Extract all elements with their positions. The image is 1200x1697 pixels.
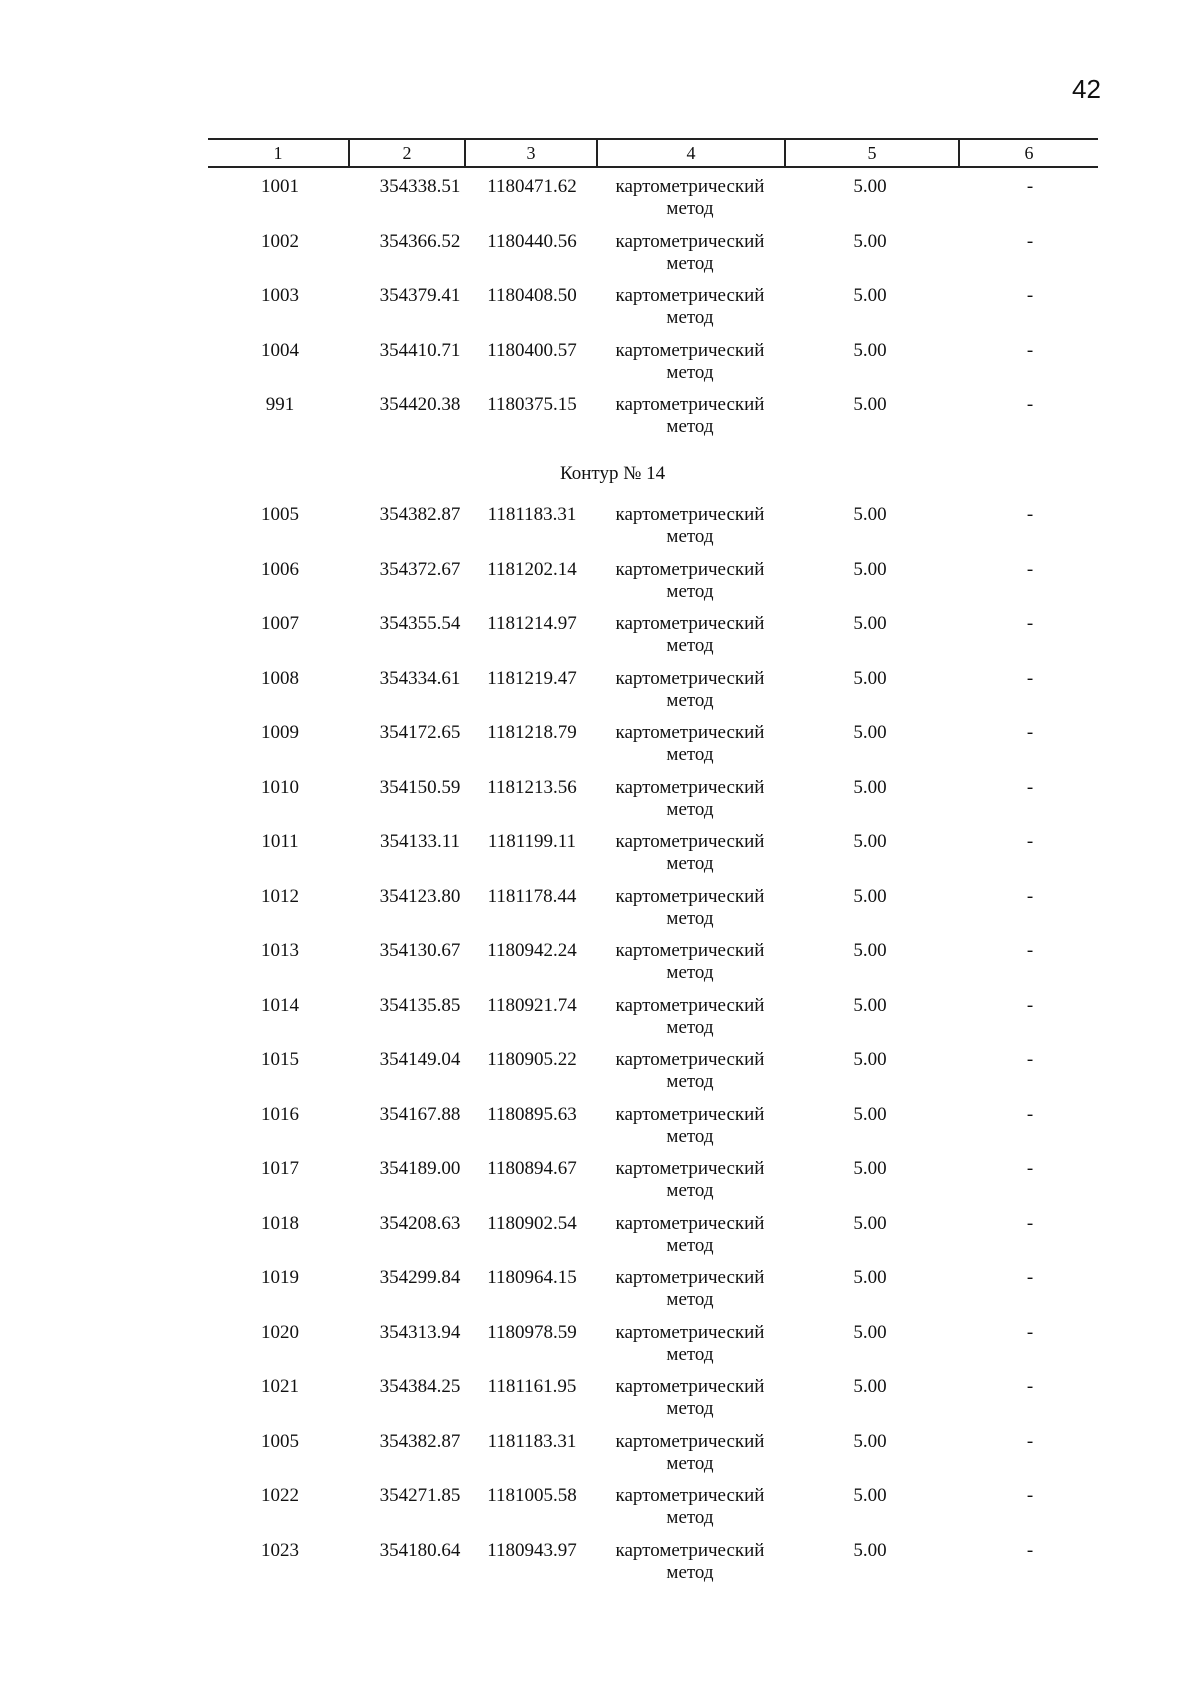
table-row [0, 886, 1200, 938]
coordinate-x: 354355.54 [379, 613, 461, 634]
point-number: 1004 [261, 339, 299, 361]
table-row [0, 1158, 1200, 1210]
coordinate-x: 354133.11 [379, 831, 461, 852]
coordinate-x: 354338.51 [379, 176, 461, 197]
accuracy-value: 5.00 [853, 1430, 887, 1452]
header-col-6: 6 [1024, 143, 1034, 163]
table-row [0, 1485, 1200, 1537]
method-cell [596, 831, 784, 875]
column-6-value: - [1026, 1321, 1034, 1343]
column-6-value: - [1026, 339, 1034, 361]
method-line-2: метод [666, 744, 714, 765]
table-row [0, 285, 1200, 337]
method-cell [596, 1376, 784, 1420]
coordinate-x: 354299.84 [379, 1267, 461, 1288]
method-line-2: метод [666, 1180, 714, 1201]
coordinate-y: 1180942.24 [487, 940, 577, 961]
table-row [0, 777, 1200, 829]
coordinate-x: 354208.63 [379, 1212, 461, 1234]
accuracy-value: 5.00 [853, 1485, 887, 1506]
column-6-value: - [1026, 1212, 1034, 1234]
point-number: 1010 [261, 776, 299, 798]
method-cell [596, 886, 784, 930]
method-line-1: картометрический [615, 613, 765, 634]
coordinate-x: 354382.87 [379, 504, 461, 525]
coordinate-x: 354382.87 [379, 1430, 461, 1452]
coordinate-x: 354130.67 [379, 940, 461, 961]
method-line-1: картометрический [615, 1267, 765, 1288]
point-number: 1023 [261, 1539, 299, 1561]
method-line-2: метод [666, 798, 714, 820]
accuracy-value: 5.00 [853, 613, 887, 634]
table-row [0, 340, 1200, 392]
table-header [208, 138, 1098, 168]
table-row [0, 940, 1200, 992]
point-number: 1019 [261, 1267, 299, 1288]
coordinate-x: 354366.52 [379, 230, 461, 252]
coordinate-y: 1181199.11 [487, 831, 577, 852]
method-cell [596, 559, 784, 603]
coordinate-y: 1180964.15 [487, 1267, 577, 1288]
accuracy-value: 5.00 [853, 1103, 887, 1125]
column-6-value: - [1026, 1376, 1034, 1397]
table-row [0, 613, 1200, 665]
header-col-1: 1 [273, 143, 283, 163]
method-line-1: картометрический [615, 1103, 765, 1125]
method-cell [596, 1540, 784, 1584]
column-6-value: - [1026, 1103, 1034, 1125]
point-number: 1011 [261, 831, 299, 852]
point-number: 1018 [261, 1212, 299, 1234]
method-line-2: метод [666, 1561, 714, 1583]
method-cell [596, 668, 784, 712]
method-cell [596, 1049, 784, 1093]
header-col-4: 4 [686, 143, 696, 163]
coordinate-y: 1181183.31 [487, 1430, 577, 1452]
coordinate-y: 1180440.56 [487, 230, 577, 252]
table-row [0, 668, 1200, 720]
method-cell [596, 231, 784, 275]
coordinate-y: 1180471.62 [487, 176, 577, 197]
coordinate-y: 1181219.47 [487, 667, 577, 689]
method-line-2: метод [666, 252, 714, 274]
coordinate-y: 1181202.14 [487, 558, 577, 580]
coordinate-x: 354379.41 [379, 285, 461, 306]
point-number: 1005 [261, 504, 299, 525]
coordinate-x: 354135.85 [379, 994, 461, 1016]
table-row [0, 394, 1200, 446]
table-row [0, 231, 1200, 283]
method-line-2: метод [666, 1289, 714, 1310]
accuracy-value: 5.00 [853, 722, 887, 743]
method-cell [596, 995, 784, 1039]
coordinate-x: 354172.65 [379, 722, 461, 743]
method-line-1: картометрический [615, 940, 765, 961]
method-cell [596, 1213, 784, 1257]
method-cell [596, 504, 784, 548]
accuracy-value: 5.00 [853, 176, 887, 197]
method-cell [596, 1267, 784, 1311]
method-cell [596, 1104, 784, 1148]
accuracy-value: 5.00 [853, 394, 887, 415]
method-line-1: картометрический [615, 885, 765, 907]
table-row [0, 1104, 1200, 1156]
method-line-2: метод [666, 1343, 714, 1365]
point-number: 1005 [261, 1430, 299, 1452]
accuracy-value: 5.00 [853, 339, 887, 361]
method-cell [596, 340, 784, 384]
column-6-value: - [1026, 558, 1034, 580]
accuracy-value: 5.00 [853, 1158, 887, 1179]
accuracy-value: 5.00 [853, 994, 887, 1016]
point-number: 1014 [261, 994, 299, 1016]
coordinate-y: 1181178.44 [487, 885, 577, 907]
column-6-value: - [1026, 1485, 1034, 1506]
column-6-value: - [1026, 1158, 1034, 1179]
method-line-2: метод [666, 307, 714, 328]
table-row [0, 1540, 1200, 1592]
column-6-value: - [1026, 230, 1034, 252]
coordinate-y: 1181214.97 [487, 613, 577, 634]
coordinate-x: 354384.25 [379, 1376, 461, 1397]
point-number: 1002 [261, 230, 299, 252]
method-line-1: картометрический [615, 776, 765, 798]
method-line-1: картометрический [615, 994, 765, 1016]
coordinate-y: 1180902.54 [487, 1212, 577, 1234]
method-line-1: картометрический [615, 1321, 765, 1343]
method-line-1: картометрический [615, 339, 765, 361]
header-col-3: 3 [526, 143, 536, 163]
column-6-value: - [1026, 885, 1034, 907]
point-number: 1007 [261, 613, 299, 634]
coordinate-x: 354189.00 [379, 1158, 461, 1179]
accuracy-value: 5.00 [853, 558, 887, 580]
table-row [0, 1376, 1200, 1428]
point-number: 1006 [261, 558, 299, 580]
method-line-1: картометрический [615, 667, 765, 689]
method-line-2: метод [666, 361, 714, 383]
coordinate-x: 354372.67 [379, 558, 461, 580]
method-line-2: метод [666, 1507, 714, 1528]
coordinate-x: 354149.04 [379, 1049, 461, 1070]
method-cell [596, 613, 784, 657]
method-line-2: метод [666, 635, 714, 656]
column-6-value: - [1026, 504, 1034, 525]
page-number: 42 [1072, 74, 1101, 104]
table-row [0, 995, 1200, 1047]
column-6-value: - [1026, 176, 1034, 197]
coordinate-y: 1180895.63 [487, 1103, 577, 1125]
method-line-1: картометрический [615, 1049, 765, 1070]
coordinate-x: 354410.71 [379, 339, 461, 361]
method-line-2: метод [666, 1234, 714, 1256]
coordinate-x: 354420.38 [379, 394, 461, 415]
table-row [0, 1267, 1200, 1319]
accuracy-value: 5.00 [853, 667, 887, 689]
method-line-1: картометрический [615, 831, 765, 852]
method-line-1: картометрический [615, 1485, 765, 1506]
method-line-1: картометрический [615, 1158, 765, 1179]
coordinate-x: 354167.88 [379, 1103, 461, 1125]
method-cell [596, 176, 784, 220]
accuracy-value: 5.00 [853, 831, 887, 852]
table-row [0, 1213, 1200, 1265]
table-row [0, 1049, 1200, 1101]
method-cell [596, 1158, 784, 1202]
accuracy-value: 5.00 [853, 776, 887, 798]
method-cell [596, 722, 784, 766]
coordinate-x: 354123.80 [379, 885, 461, 907]
coordinate-y: 1180375.15 [487, 394, 577, 415]
accuracy-value: 5.00 [853, 1267, 887, 1288]
point-number: 1001 [261, 176, 299, 197]
point-number: 1009 [261, 722, 299, 743]
coordinate-x: 354180.64 [379, 1539, 461, 1561]
column-6-value: - [1026, 831, 1034, 852]
column-6-value: - [1026, 1049, 1034, 1070]
accuracy-value: 5.00 [853, 1212, 887, 1234]
column-6-value: - [1026, 613, 1034, 634]
coordinate-x: 354334.61 [379, 667, 461, 689]
accuracy-value: 5.00 [853, 885, 887, 907]
method-line-2: метод [666, 198, 714, 219]
method-line-2: метод [666, 1398, 714, 1419]
header-col-5: 5 [867, 143, 877, 163]
coordinate-y: 1180978.59 [487, 1321, 577, 1343]
column-6-value: - [1026, 776, 1034, 798]
method-line-2: метод [666, 1125, 714, 1147]
point-number: 1003 [261, 285, 299, 306]
point-number: 1013 [261, 940, 299, 961]
method-cell [596, 1322, 784, 1366]
accuracy-value: 5.00 [853, 1539, 887, 1561]
accuracy-value: 5.00 [853, 230, 887, 252]
column-6-value: - [1026, 667, 1034, 689]
table-row [0, 722, 1200, 774]
column-6-value: - [1026, 1539, 1034, 1561]
point-number: 1012 [261, 885, 299, 907]
point-number: 1016 [261, 1103, 299, 1125]
table-row [0, 1431, 1200, 1483]
section-title: Контур № 14 [560, 463, 666, 484]
coordinate-y: 1180943.97 [487, 1539, 577, 1561]
method-line-2: метод [666, 853, 714, 874]
method-line-2: метод [666, 907, 714, 929]
method-cell [596, 285, 784, 329]
table-row [0, 831, 1200, 883]
method-line-1: картометрический [615, 176, 765, 197]
coordinate-y: 1181183.31 [487, 504, 577, 525]
point-number: 1008 [261, 667, 299, 689]
table-row [0, 559, 1200, 611]
method-line-1: картометрический [615, 394, 765, 415]
coordinate-y: 1181005.58 [487, 1485, 577, 1506]
method-line-2: метод [666, 962, 714, 983]
coordinate-y: 1180905.22 [487, 1049, 577, 1070]
point-number: 991 [265, 394, 295, 415]
table-row [0, 504, 1200, 556]
method-cell [596, 394, 784, 438]
method-cell [596, 777, 784, 821]
method-line-1: картометрический [615, 558, 765, 580]
method-line-2: метод [666, 689, 714, 711]
method-line-1: картометрический [615, 1376, 765, 1397]
coordinate-y: 1180894.67 [487, 1158, 577, 1179]
method-line-1: картометрический [615, 230, 765, 252]
table-row [0, 176, 1200, 228]
method-line-2: метод [666, 1071, 714, 1092]
column-6-value: - [1026, 994, 1034, 1016]
method-line-1: картометрический [615, 285, 765, 306]
column-6-value: - [1026, 940, 1034, 961]
point-number: 1017 [261, 1158, 299, 1179]
column-6-value: - [1026, 394, 1034, 415]
method-line-2: метод [666, 1016, 714, 1038]
column-6-value: - [1026, 722, 1034, 743]
coordinate-y: 1180408.50 [487, 285, 577, 306]
method-line-1: картометрический [615, 722, 765, 743]
column-6-value: - [1026, 1267, 1034, 1288]
column-6-value: - [1026, 285, 1034, 306]
point-number: 1021 [261, 1376, 299, 1397]
method-line-2: метод [666, 416, 714, 437]
coordinate-x: 354150.59 [379, 776, 461, 798]
header-col-2: 2 [402, 143, 412, 163]
accuracy-value: 5.00 [853, 504, 887, 525]
coordinate-x: 354271.85 [379, 1485, 461, 1506]
method-cell [596, 1485, 784, 1529]
coordinate-y: 1181213.56 [487, 776, 577, 798]
point-number: 1022 [261, 1485, 299, 1506]
method-line-2: метод [666, 580, 714, 602]
table-row [0, 1322, 1200, 1374]
point-number: 1020 [261, 1321, 299, 1343]
coordinate-y: 1180921.74 [487, 994, 577, 1016]
method-line-1: картометрический [615, 1430, 765, 1452]
coordinate-y: 1180400.57 [487, 339, 577, 361]
point-number: 1015 [261, 1049, 299, 1070]
method-cell [596, 1431, 784, 1475]
method-line-1: картометрический [615, 1212, 765, 1234]
coordinate-x: 354313.94 [379, 1321, 461, 1343]
method-line-2: метод [666, 1452, 714, 1474]
method-line-1: картометрический [615, 1539, 765, 1561]
accuracy-value: 5.00 [853, 1321, 887, 1343]
method-line-1: картометрический [615, 504, 765, 525]
column-6-value: - [1026, 1430, 1034, 1452]
accuracy-value: 5.00 [853, 1049, 887, 1070]
accuracy-value: 5.00 [853, 1376, 887, 1397]
coordinate-y: 1181161.95 [487, 1376, 577, 1397]
accuracy-value: 5.00 [853, 940, 887, 961]
method-line-2: метод [666, 526, 714, 547]
accuracy-value: 5.00 [853, 285, 887, 306]
coordinate-y: 1181218.79 [487, 722, 577, 743]
method-cell [596, 940, 784, 984]
